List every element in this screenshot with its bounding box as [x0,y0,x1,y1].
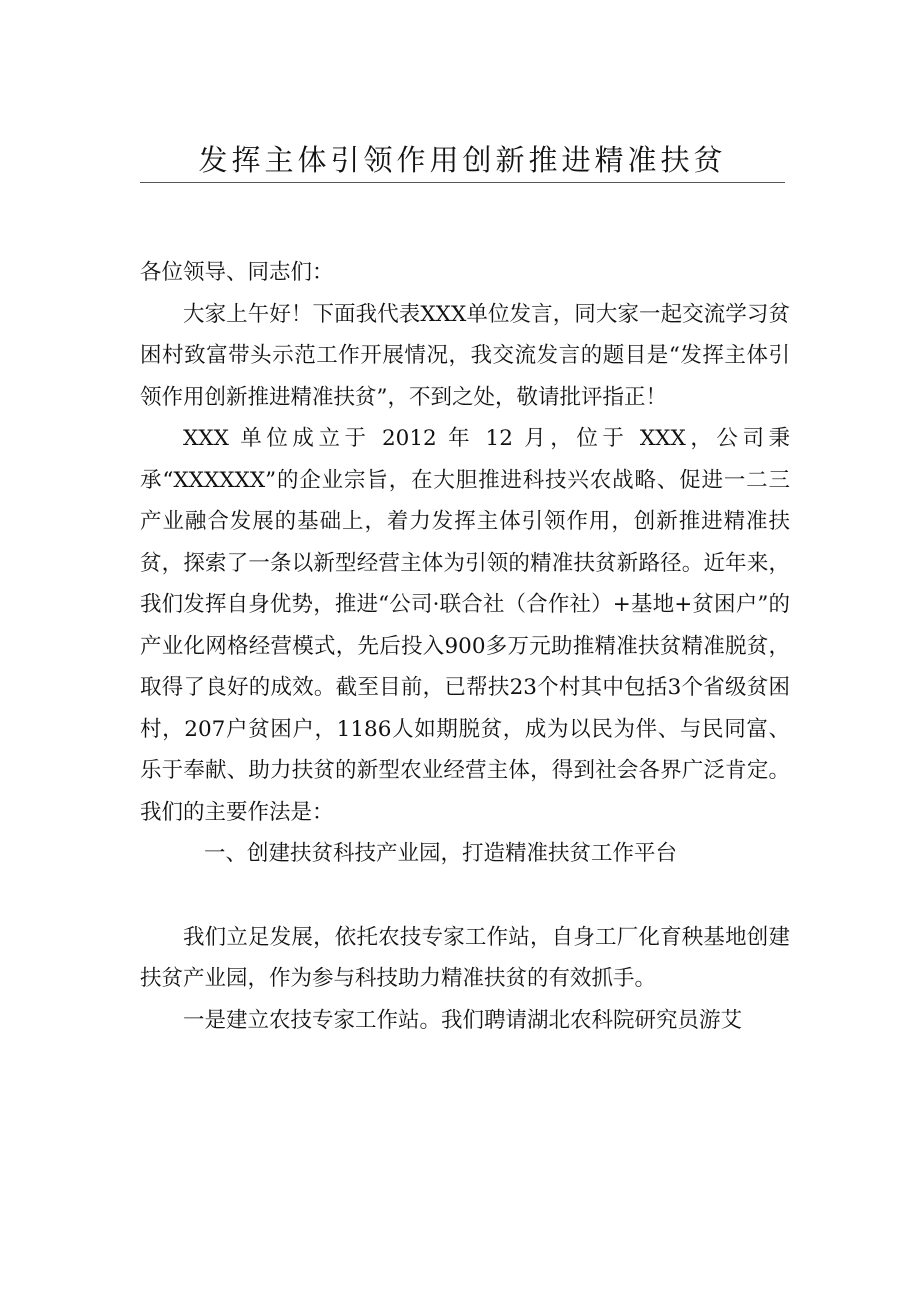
paragraph-section-1: 我们立足发展，依托农技专家工作站，自身工厂化育秧基地创建扶贫产业园，作为参与科技助力精准扶贫的有效抓手。 [140,924,790,991]
section-heading-1: 一、创建扶贫科技产业园，打造精准扶贫工作平台 [204,841,678,866]
paragraph-section-1-item-1: 一是建立农技专家工作站。我们聘请湖北农科院研究员游艾 [183,1007,743,1033]
title-underline [140,182,785,183]
document-body [140,252,790,1041]
salutation: 各位领导、同志们： [140,260,334,285]
paragraph-introduction: XXX 单位成立于 2012 年 12 月，位于 XXX，公司秉承“XXXXXX”的企业宗旨，在大胆推进科技兴农战略、促进一二三产业融合发展的基础上，着力发挥主体引领作用，创新推进精准扶贫，探索了一条以新型经营主体为引领的精准扶贫新路径。近年来，我们发挥自身优势，推进“公司·联合社（合作社）+基地+贫困户”的产业化网格经营模式，先后投入900多万元助推精准扶贫精准脱贫，取得了良好的成效。截至目前，已帮扶23个村其中包括3个省级贫困村，207户贫困户，1186人如期脱贫，成为以民为伴、与民同富、乐于奉献、助力扶贫的新型农业经营主体，得到社会各界广泛肯定。我们的主要作法是： [140,426,790,825]
document-title: 发挥主体引领作用创新推进精准扶贫 [198,143,727,177]
paragraph-opening: 大家上午好！下面我代表XXX单位发言，同大家一起交流学习贫困村致富带头示范工作开展情况，我交流发言的题目是“发挥主体引领作用创新推进精准扶贫”，不到之处，敬请批评指正！ [140,301,790,410]
